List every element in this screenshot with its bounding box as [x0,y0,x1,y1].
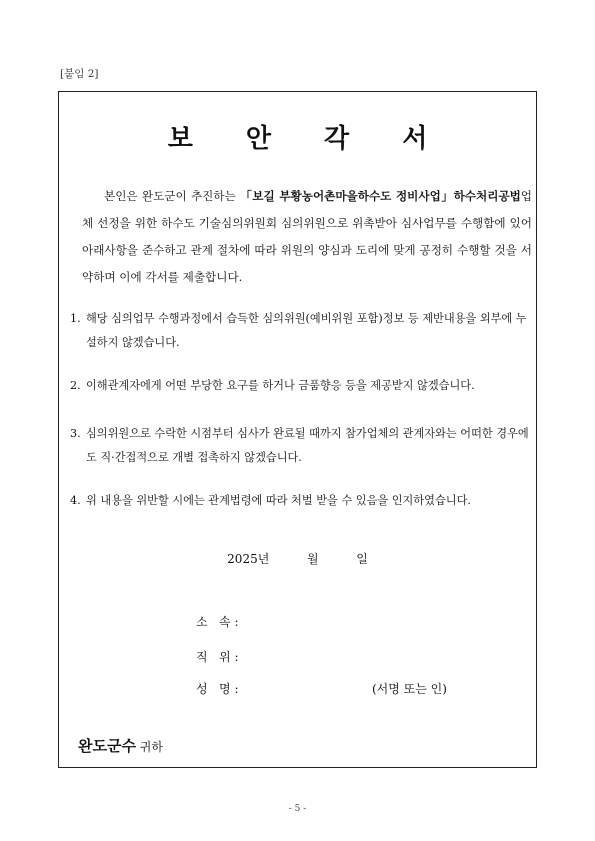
pledge-item-number: 4. [70,494,81,507]
pledge-item-text: 위 내용을 위반할 시에는 관계법령에 따라 처벌 받을 수 있음을 인지하였습니다. [86,494,471,507]
recipient: 완도군수 [78,737,136,755]
pledge-item-number: 1. [70,312,81,325]
pledge-item-number: 3. [70,427,81,440]
date-month: 월 [306,552,319,566]
attachment-label: [붙임 2] [60,68,99,80]
name-label: 성 명 : [196,682,239,696]
page-number: - 5 - [288,804,307,814]
honorific: 귀하 [139,740,163,754]
pledge-item-text: 심의위원으로 수락한 시점부터 심사가 완료될 때까지 참가업체의 관계자와는 어떠한 경우에도 직·간접적으로 개별 접촉하지 않겠습니다. [86,427,529,464]
position-label: 직 위 : [196,650,239,664]
date-day: 일 [356,552,368,566]
intro-paragraph [82,183,532,291]
date-year: 2025년 [227,552,270,566]
pledge-item-text: 해당 심의업무 수행과정에서 습득한 심의위원(예비위원 포함)정보 등 제반내용을 외부에 누설하지 않겠습니다. [86,312,527,349]
intro-suffix: 업체 선정을 위한 하수도 기술심의위원회 심의위원으로 위촉받아 심사업무를 수행함에 있어 아래사항을 준수하고 관계 절차에 따라 위원의 양심과 도리에 맞게 공정히 수행할 것을 서약하며 이에 각서를 제출합니다. [82,189,532,284]
pledge-item-text: 이해관계자에게 어떤 부당한 요구를 하거나 금품향응 등을 제공받지 않겠습니다. [86,379,475,392]
document-title: 보 안 각 서 [167,124,450,154]
date-line [0,550,595,567]
project-name: 「보길 부황농어촌마을하수도 정비사업」하수처리공법 [240,189,521,203]
signature-note: (서명 또는 인) [372,682,447,696]
closing-line [78,735,163,756]
intro-prefix: 본인은 완도군이 추진하는 [104,189,236,203]
affiliation-label: 소 속 : [196,615,239,629]
pledge-item-number: 2. [70,379,81,392]
